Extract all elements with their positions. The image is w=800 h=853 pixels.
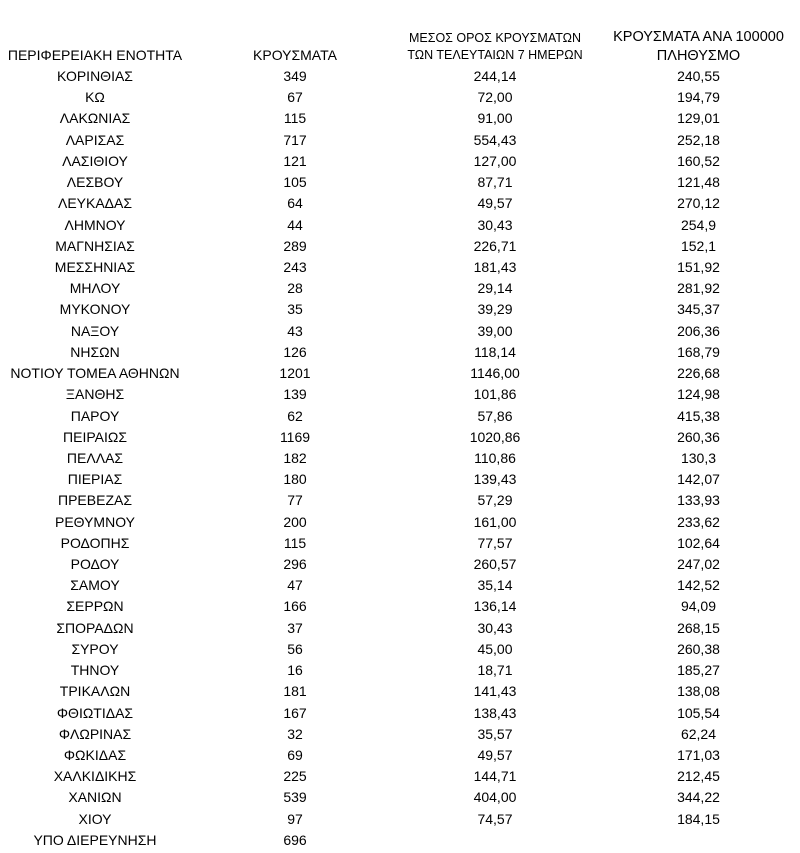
- table-row: [0, 490, 800, 511]
- region-cell: ΣΕΡΡΩΝ: [66, 598, 124, 615]
- cases-cell: 289: [283, 237, 307, 254]
- region-cell: ΠΙΕΡΙΑΣ: [67, 471, 123, 488]
- cases-cell: 67: [287, 89, 303, 106]
- cases-cell: 97: [287, 810, 303, 827]
- table-row: [0, 406, 800, 427]
- cases-cell: 349: [283, 68, 307, 84]
- region-cell: ΜΑΓΝΗΣΙΑΣ: [55, 237, 135, 254]
- table-row: [0, 787, 800, 808]
- region-cell: ΛΕΣΒΟΥ: [66, 174, 124, 191]
- cases-cell: 32: [287, 725, 303, 742]
- per100k-cell: 260,38: [677, 640, 720, 657]
- region-cell: ΣΠΟΡΑΔΩΝ: [56, 619, 134, 636]
- region-cell: ΝΗΣΩΝ: [70, 343, 120, 360]
- cases-cell: 182: [283, 449, 307, 466]
- cases-cell: 115: [283, 110, 307, 127]
- region-cell: ΝΑΞΟΥ: [70, 322, 120, 339]
- region-cell: ΧΑΝΙΩΝ: [68, 789, 122, 806]
- cases-cell: 167: [283, 704, 307, 721]
- cases-cell: 139: [283, 386, 307, 403]
- avg7-cell: 1146,00: [470, 365, 520, 382]
- region-cell: ΤΗΝΟΥ: [70, 662, 120, 679]
- avg7-cell: 35,14: [477, 577, 513, 594]
- per100k-cell: 102,64: [677, 534, 720, 551]
- table-row: [0, 809, 800, 830]
- region-cell: ΠΕΙΡΑΙΩΣ: [63, 428, 127, 445]
- cases-cell: 37: [287, 619, 303, 636]
- region-cell: ΜΥΚΟΝΟΥ: [59, 301, 131, 318]
- avg7-cell: 30,43: [477, 619, 513, 636]
- header-region: ΠΕΡΙΦΕΡΕΙΑΚΗ ΕΝΟΤΗΤΑ: [7, 47, 183, 63]
- per100k-cell: 226,68: [677, 365, 720, 382]
- table-row: [0, 384, 800, 405]
- avg7-cell: 30,43: [477, 216, 513, 233]
- table-row: [0, 130, 800, 151]
- per100k-cell: 194,79: [677, 89, 720, 106]
- region-cell: ΛΑΣΙΘΙΟΥ: [62, 152, 128, 169]
- region-cell: ΧΑΛΚΙΔΙΚΗΣ: [53, 768, 137, 785]
- table-row: [0, 427, 800, 448]
- table-row: [0, 278, 800, 299]
- cases-cell: 56: [287, 640, 303, 657]
- table-row: [0, 830, 800, 851]
- cases-cell: 180: [283, 471, 307, 488]
- region-cell: ΡΕΘΥΜΝΟΥ: [54, 513, 135, 530]
- avg7-cell: 181,43: [473, 258, 517, 275]
- table-row: [0, 745, 800, 766]
- per100k-cell: 94,09: [680, 598, 717, 615]
- region-cell: ΚΩ: [85, 89, 105, 106]
- avg7-cell: 110,86: [474, 449, 516, 466]
- region-cell: ΡΟΔΟΠΗΣ: [60, 534, 130, 551]
- region-cell: ΣΑΜΟΥ: [70, 577, 120, 594]
- avg7-cell: 118,14: [474, 343, 516, 360]
- region-cell: ΛΗΜΝΟΥ: [64, 216, 126, 233]
- avg7-cell: 127,00: [473, 152, 517, 169]
- region-cell: ΞΑΝΘΗΣ: [65, 386, 125, 403]
- per100k-cell: 133,93: [677, 492, 720, 509]
- table-row: [0, 172, 800, 193]
- per100k-cell: 260,36: [677, 428, 720, 445]
- table-row: [0, 724, 800, 745]
- region-cell: ΦΛΩΡΙΝΑΣ: [58, 725, 132, 742]
- table-row: [0, 575, 800, 596]
- region-cell: ΜΗΛΟΥ: [69, 280, 121, 297]
- region-cell: ΡΟΔΟΥ: [70, 556, 120, 573]
- cases-cell: 28: [287, 280, 303, 297]
- avg7-cell: 45,00: [477, 640, 513, 657]
- region-cell: ΝΟΤΙΟΥ ΤΟΜΕΑ ΑΘΗΝΩΝ: [10, 365, 180, 382]
- cases-cell: 166: [283, 598, 307, 615]
- per100k-cell: 129,01: [677, 110, 720, 127]
- avg7-cell: 139,43: [473, 471, 517, 488]
- cases-cell: 44: [287, 216, 303, 233]
- table-row: [0, 321, 800, 342]
- per100k-cell: 138,08: [677, 683, 720, 700]
- region-cell: ΠΑΡΟΥ: [70, 407, 120, 424]
- avg7-cell: 87,71: [477, 174, 513, 191]
- region-cell: ΜΕΣΣΗΝΙΑΣ: [54, 258, 136, 275]
- table-row: [0, 512, 800, 533]
- region-cell: ΤΡΙΚΑΛΩΝ: [59, 683, 131, 700]
- per100k-cell: 240,55: [677, 68, 720, 84]
- table-row: [0, 299, 800, 320]
- avg7-cell: 101,86: [473, 386, 517, 403]
- avg7-cell: 161,00: [473, 513, 517, 530]
- table-row: [0, 215, 800, 236]
- header-cases-per-100k: [597, 28, 800, 66]
- table-row: [0, 236, 800, 257]
- table-row: [0, 703, 800, 724]
- per100k-cell: 415,38: [677, 407, 720, 424]
- per100k-cell: 184,15: [677, 810, 720, 827]
- avg7-cell: 144,71: [473, 768, 517, 785]
- cases-cell: 243: [283, 258, 307, 275]
- cases-cell: 539: [283, 789, 307, 806]
- table-row: [0, 342, 800, 363]
- cases-cell: 1201: [279, 365, 311, 382]
- per100k-cell: 121,48: [677, 174, 720, 191]
- per100k-cell: 252,18: [677, 131, 720, 148]
- avg7-cell: 91,00: [477, 110, 513, 127]
- cases-cell: 296: [283, 556, 307, 573]
- cases-cell: 225: [283, 768, 307, 785]
- table-row: [0, 618, 800, 639]
- table-row: [0, 193, 800, 214]
- region-cell: ΣΥΡΟΥ: [71, 640, 119, 657]
- table-row: [0, 151, 800, 172]
- avg7-cell: 49,57: [477, 747, 513, 763]
- cases-cell: 43: [287, 322, 303, 339]
- cases-cell: 64: [287, 195, 303, 212]
- table-row: [0, 469, 800, 490]
- cases-cell: 35: [287, 301, 303, 318]
- cases-cell: 62: [287, 407, 303, 424]
- cases-cell: 47: [287, 577, 303, 594]
- avg7-cell: 49,57: [477, 195, 513, 212]
- table-row: [0, 533, 800, 554]
- table-row: [0, 257, 800, 278]
- per100k-cell: 185,27: [677, 662, 720, 679]
- per100k-cell: 270,12: [677, 195, 720, 212]
- region-cell: ΛΑΡΙΣΑΣ: [65, 131, 125, 148]
- per100k-cell: 171,03: [677, 747, 720, 763]
- avg7-cell: 18,71: [477, 662, 513, 679]
- per100k-cell: 247,02: [677, 556, 720, 573]
- avg7-cell: 57,86: [477, 407, 513, 424]
- header-cases-per-100k-line1: ΚΡΟΥΣΜΑΤΑ ΑΝΑ 100000: [613, 29, 784, 45]
- header-7day-average-line1: ΜΕΣΟΣ ΟΡΟΣ ΚΡΟΥΣΜΑΤΩΝ: [408, 31, 582, 45]
- header-7day-average: [395, 30, 595, 64]
- table-row: [0, 596, 800, 617]
- cases-cell: 115: [283, 534, 307, 551]
- avg7-cell: 138,43: [473, 704, 517, 721]
- header-cases: ΚΡΟΥΣΜΑΤΑ: [253, 47, 337, 63]
- cases-cell: 126: [283, 343, 307, 360]
- per100k-cell: 151,92: [677, 258, 720, 275]
- avg7-cell: 1020,86: [469, 428, 521, 445]
- avg7-cell: 39,29: [477, 301, 513, 318]
- table-row: [0, 766, 800, 787]
- per100k-cell: 206,36: [677, 322, 720, 339]
- per100k-cell: 345,37: [677, 301, 720, 318]
- per100k-cell: 105,54: [677, 704, 720, 721]
- avg7-cell: 244,14: [473, 68, 517, 84]
- avg7-cell: 39,00: [477, 322, 513, 339]
- per100k-cell: 160,52: [677, 152, 720, 169]
- region-cell: ΠΡΕΒΕΖΑΣ: [57, 492, 132, 509]
- avg7-cell: 77,57: [477, 534, 513, 551]
- region-cell: ΧΙΟΥ: [78, 810, 112, 827]
- cases-cell: 69: [287, 747, 303, 763]
- avg7-cell: 260,57: [473, 556, 517, 573]
- cases-cell: 181: [283, 683, 307, 700]
- avg7-cell: 72,00: [477, 89, 513, 106]
- per100k-cell: 142,07: [677, 471, 720, 488]
- cases-cell: 200: [283, 513, 307, 530]
- cases-cell: 696: [283, 831, 307, 848]
- table-row: [0, 66, 800, 87]
- header-cases-per-100k-line2: ΠΛΗΘΥΣΜΟ: [656, 48, 741, 64]
- avg7-cell: 136,14: [473, 598, 517, 615]
- per100k-cell: 142,52: [677, 577, 720, 594]
- table-row: [0, 448, 800, 469]
- cases-cell: 16: [287, 662, 303, 679]
- per100k-cell: 212,45: [677, 768, 720, 785]
- per100k-cell: 281,92: [677, 280, 720, 297]
- region-cell: ΠΕΛΛΑΣ: [66, 449, 124, 466]
- per100k-cell: 254,9: [680, 216, 717, 233]
- region-cell: ΦΘΙΩΤΙΔΑΣ: [56, 704, 134, 721]
- region-cell: ΦΩΚΙΔΑΣ: [63, 747, 127, 763]
- avg7-cell: 35,57: [477, 725, 513, 742]
- cases-cell: 1169: [279, 428, 311, 445]
- cases-cell: 77: [287, 492, 303, 509]
- per100k-cell: 344,22: [677, 789, 720, 806]
- table-body: [0, 66, 800, 851]
- avg7-cell: 74,57: [477, 810, 513, 827]
- per100k-cell: 233,62: [677, 513, 720, 530]
- table-row: [0, 363, 800, 384]
- header-7day-average-line2: ΤΩΝ ΤΕΛΕΥΤΑΙΩΝ 7 ΗΜΕΡΩΝ: [407, 48, 583, 62]
- table-row: [0, 639, 800, 660]
- table-row: [0, 108, 800, 129]
- per100k-cell: 152,1: [680, 237, 717, 254]
- per100k-cell: 62,24: [680, 725, 717, 742]
- avg7-cell: 29,14: [477, 280, 513, 297]
- table-row: [0, 660, 800, 681]
- per100k-cell: 268,15: [677, 619, 720, 636]
- table-row: [0, 681, 800, 702]
- region-cell: ΚΟΡΙΝΘΙΑΣ: [57, 68, 133, 84]
- cases-cell: 105: [283, 174, 307, 191]
- avg7-cell: 141,43: [473, 683, 517, 700]
- avg7-cell: 554,43: [473, 131, 517, 148]
- table-row: [0, 554, 800, 575]
- region-cell: ΛΕΥΚΑΔΑΣ: [57, 195, 133, 212]
- per100k-cell: 168,79: [677, 343, 720, 360]
- per100k-cell: 124,98: [677, 386, 720, 403]
- per100k-cell: 130,3: [680, 449, 717, 466]
- cases-cell: 121: [283, 152, 307, 169]
- avg7-cell: 226,71: [473, 237, 517, 254]
- region-cell: ΥΠΟ ΔΙΕΡΕΥΝΗΣΗ: [33, 831, 157, 848]
- avg7-cell: 404,00: [473, 789, 517, 806]
- region-cell: ΛΑΚΩΝΙΑΣ: [59, 110, 131, 127]
- cases-cell: 717: [283, 131, 307, 148]
- table-row: [0, 87, 800, 108]
- avg7-cell: 57,29: [477, 492, 513, 509]
